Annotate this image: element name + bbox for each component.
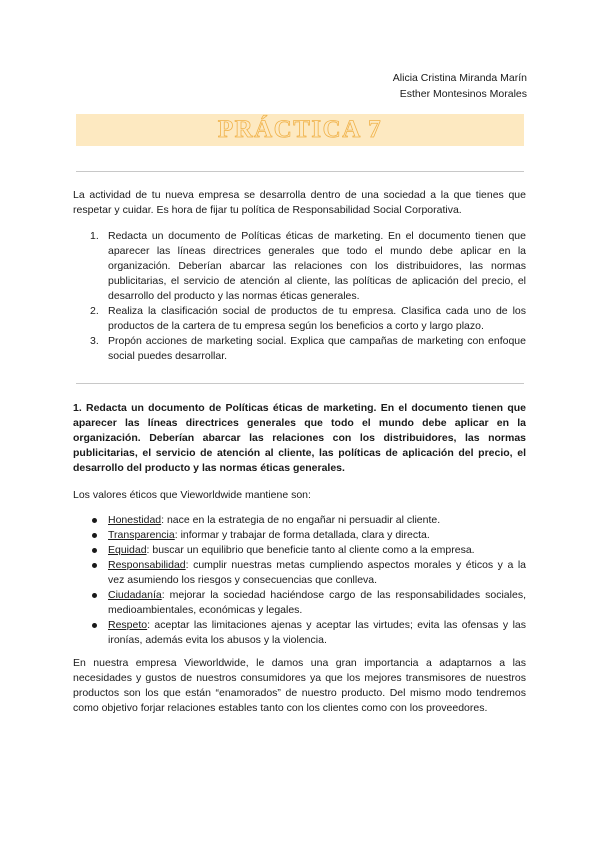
value-term: Honestidad [108,514,162,526]
list-number: 3. [90,335,99,347]
value-description: : buscar un equilibrio que beneficie tanto al cliente como a la empresa. [146,544,475,556]
bullet-icon [92,593,97,598]
value-description: : aceptar las limitaciones ajenas y aceptar las virtudes; evita las ofensas y las ironías, además evita los abusos y la violencia. [108,619,526,646]
bullet-icon [92,548,97,553]
list-item [90,334,526,364]
value-term: Respeto [108,619,148,631]
list-number: 2. [90,305,99,317]
author-block [393,70,527,102]
list-item-text: Realiza la clasificación social de productos de tu empresa. Clasifica cada uno de los productos de la cartera de tu empresa según los beneficios a corto y largo plazo. [108,305,526,332]
value-description: : mejorar la sociedad haciéndose cargo de las responsabilidades sociales, medioambientales, económicas y legales. [108,589,526,616]
author-name: Alicia Cristina Miranda Marín [392,72,527,84]
task-list [90,229,526,364]
value-description: : nace en la estrategia de no engañar ni persuadir al cliente. [161,514,441,526]
list-item [90,543,526,558]
list-item [90,558,526,588]
list-item [90,588,526,618]
value-term: Responsabilidad [108,559,186,571]
value-description: : informar y trabajar de forma detallada, clara y directa. [174,529,430,541]
list-number: 1. [90,230,99,242]
list-item [90,229,526,304]
value-term: Equidad [108,544,147,556]
page-title: PRÁCTICA 7 [217,116,383,143]
bullet-icon [92,518,97,523]
bullet-icon [92,623,97,628]
list-item-text: Redacta un documento de Políticas éticas de marketing. En el documento tienen que aparecer las líneas directrices generales que todo el mundo debe aplicar en la organización. Deberían abarcar las relaciones con los distribuidores, las normas publicitarias, el servicio de atención al cliente, las políticas de aplicación del precio, el desarrollo del producto y las normas éticas generales. [108,230,526,302]
bullet-icon [92,563,97,568]
list-item-text: Propón acciones de marketing social. Explica que campañas de marketing con enfoque social puedes desarrollar. [108,335,526,362]
intro-paragraph: La actividad de tu nueva empresa se desarrolla dentro de una sociedad a la que tienes que respetar y cuidar. Es hora de fijar tu política de Responsabilidad Social Corporativa. [73,189,526,216]
value-term: Transparencia [108,529,175,541]
author-name: Esther Montesinos Morales [399,88,527,100]
list-item [90,513,526,528]
value-term: Ciudadanía [108,589,162,601]
bullet-icon [92,533,97,538]
value-description: : cumplir nuestras metas cumpliendo aspectos morales y éticos y a la vez asumiendo los riesgos y consecuencias que conlleva. [108,559,526,586]
divider [76,171,524,172]
list-item [90,528,526,543]
closing-paragraph: En nuestra empresa Vieworldwide, le damos una gran importancia a adaptarnos a las necesidades y gustos de nuestros consumidores ya que los mejores transmisores de nuestros productos son los que están “enamorados” de nuestro producto. Del mismo modo tendremos como objetivo forjar relaciones estables tanto con los clientes como con los proveedores. [73,657,526,714]
values-list [90,513,526,648]
section-heading: 1. Redacta un documento de Políticas éticas de marketing. En el documento tienen que aparecer las líneas directrices generales que todo el mundo debe aplicar en la organización. Deberían abarcar las relaciones con los distribuidores, las normas publicitarias, el servicio de atención al cliente, las políticas de aplicación del precio, el desarrollo del producto y las normas éticas generales. [73,402,526,474]
values-intro-paragraph: Los valores éticos que Vieworldwide mantiene son: [73,489,311,501]
list-item [90,618,526,648]
divider [76,383,524,384]
title-banner [76,114,524,146]
list-item [90,304,526,334]
